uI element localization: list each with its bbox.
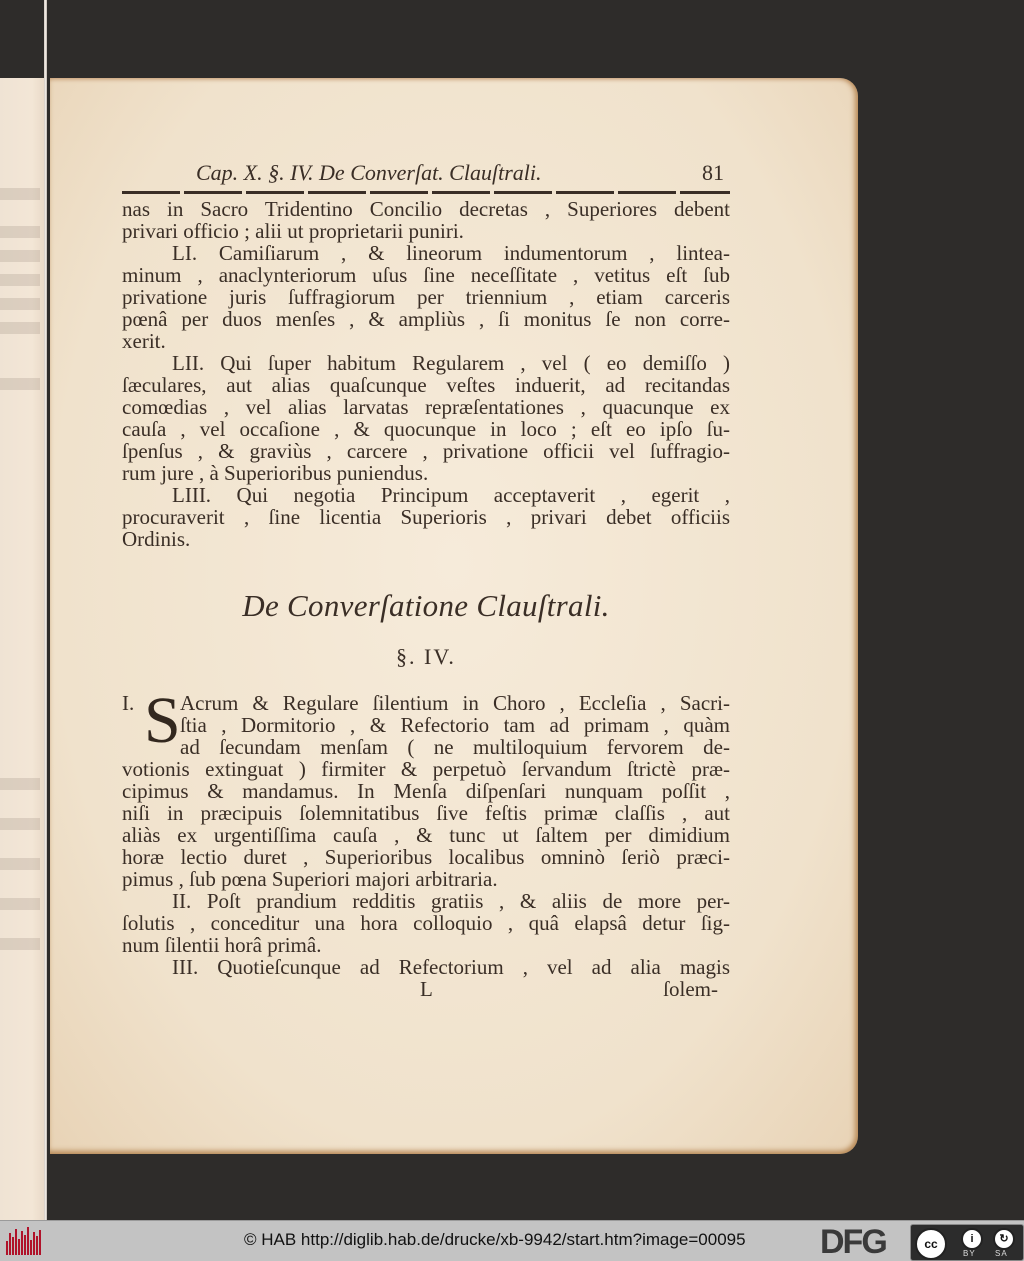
text-lines-before-heading [122, 198, 730, 550]
text-line: aliàs ex urgentiſſima cauſa , & tunc ut ſaltem per dimidium [122, 823, 730, 847]
text-line: procuraverit , ſine licentia Superioris , privari debet officiis [122, 505, 730, 529]
text-line: ſpenſus , & graviùs , carcere , privatione officii vel ſuffragio- [122, 439, 730, 463]
bleed-through-text [0, 322, 40, 334]
bleed-through-text [0, 818, 40, 830]
text-line: ſtia , Dormitorio , & Refectorio tam ad primam , quàm [180, 713, 730, 737]
text-line: Ordinis. [122, 527, 191, 551]
section-heading: De Converſatione Clauſtrali. [242, 588, 610, 623]
text-line: comœdias , vel alias larvatas repræſentationes , quacunque ex [122, 395, 730, 419]
bleed-through-text [0, 188, 40, 200]
text-line: pœnâ per duos menſes , & ampliùs , ſi monitus ſe non corre- [122, 307, 730, 331]
bleed-through-text [0, 298, 40, 310]
text-line: III. Quotieſcunque ad Refectorium , vel ad alia magis [172, 955, 730, 979]
text-line: LI. Camiſiarum , & lineorum indumentorum , lintea- [172, 241, 730, 265]
footer-bar [0, 1220, 1024, 1261]
running-head [122, 160, 730, 188]
text-line: rum jure , à Superioribus puniendus. [122, 461, 429, 485]
by-attribution-icon: i [961, 1228, 983, 1250]
text-line: ſolutis , conceditur una hora colloquio , quâ elapsâ detur ſig- [122, 911, 730, 935]
page-number: 81 [702, 160, 724, 185]
text-line: privatione juris ſuffragiorum per triennium , etiam carceris [122, 285, 730, 309]
sa-label: SA [995, 1249, 1008, 1258]
gutter-line [44, 0, 47, 1220]
running-head-title: Cap. X. §. IV. De Converſat. Clauſtrali. [196, 160, 542, 185]
text-line: ad ſecundam menſam ( ne multiloquium fervorem de- [180, 735, 730, 759]
text-line: votionis extinguat ) firmiter & perpetuò ſervandum ſtrictè præ- [122, 757, 730, 781]
text-line: Acrum & Regulare ſilentium in Choro , Eccleſia , Sacri- [180, 691, 730, 715]
text-line: num ſilentii horâ primâ. [122, 933, 322, 957]
cc-license-badge[interactable] [910, 1224, 1024, 1261]
cc-icon: cc [915, 1228, 947, 1260]
bleed-through-text [0, 274, 40, 286]
bleed-through-text [0, 378, 40, 390]
text-line: privari officio ; alii ut proprietarii puniri. [122, 219, 464, 243]
text-line: xerit. [122, 329, 166, 353]
bleed-through-text [0, 226, 40, 238]
by-label: BY [963, 1249, 976, 1258]
text-line: pimus , ſub pœna Superiori majori arbitraria. [122, 867, 498, 891]
dfg-logo-icon[interactable]: DFG [820, 1223, 886, 1261]
text-line: cipimus & mandamus. In Menſa diſpenſari nunquam poſſit , [122, 779, 730, 803]
page-foot [122, 978, 730, 1000]
page-text [122, 160, 730, 1000]
bleed-through-text [0, 938, 40, 950]
hab-logo-icon[interactable] [6, 1227, 44, 1255]
text-line: ſæculares, aut alias quaſcunque veſtes induerit, ad recitandas [122, 373, 730, 397]
sa-share-alike-icon: ↻ [993, 1228, 1015, 1250]
paragraph-label: I. [122, 691, 135, 715]
previous-page-edge [0, 78, 46, 1220]
header-rule [122, 191, 730, 194]
text-line: LII. Qui ſuper habitum Regularem , vel ( eo demiſſo ) [172, 351, 730, 375]
drop-cap: S [144, 684, 181, 757]
text-line: cauſa , vel occaſione , & quocunque in loco ; eſt eo ipſo ſu- [122, 417, 730, 441]
bleed-through-text [0, 898, 40, 910]
copyright-link[interactable]: © HAB http://diglib.hab.de/drucke/xb-9942/start.htm?image=00095 [244, 1230, 746, 1249]
text-line: minum , anaclynteriorum uſus ſine neceſſitate , vetitus eſt ſub [122, 263, 730, 287]
paragraph-I [122, 684, 730, 891]
text-line: LIII. Qui negotia Principum acceptaverit , egerit , [172, 483, 730, 507]
signature-mark: L [420, 977, 433, 1001]
text-lines-after [122, 890, 730, 978]
bleed-through-text [0, 778, 40, 790]
text-line: II. Poſt prandium redditis gratiis , & aliis de more per- [172, 889, 730, 913]
bleed-through-text [0, 858, 40, 870]
bleed-through-text [0, 250, 40, 262]
text-line: niſi in præcipuis ſolemnitatibus ſive feſtis primæ claſſis , aut [122, 801, 730, 825]
text-line: horæ lectio duret , Superioribus localibus omninò ſeriò præci- [122, 845, 730, 869]
text-line: nas in Sacro Tridentino Concilio decretas , Superiores debent [122, 197, 730, 221]
catchword: ſolem- [663, 977, 718, 1001]
section-number: §. IV. [396, 644, 456, 669]
